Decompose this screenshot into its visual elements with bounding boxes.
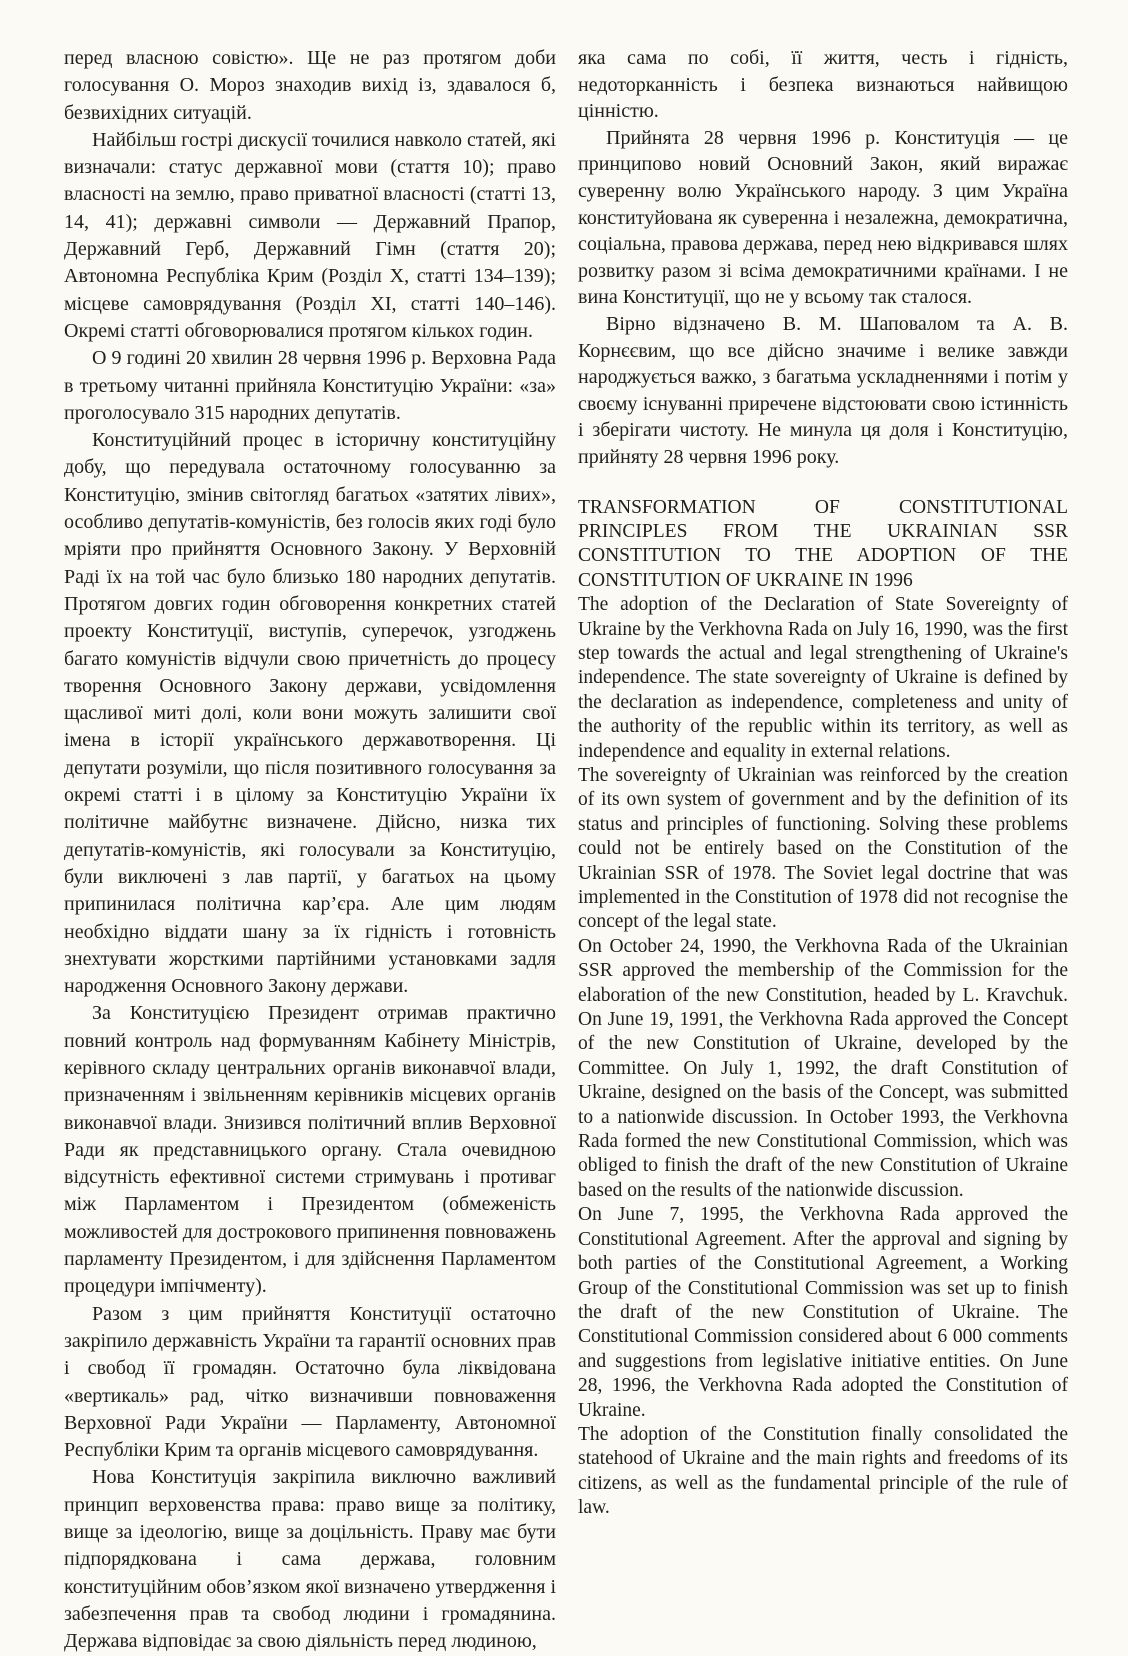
paragraph-ua-continuation: яка сама по собі, її життя, честь і гідність, недоторканність і безпека визнаються найвищою цінністю.: [578, 47, 1068, 123]
paragraph-ua: Конституційний процес в історичну конституційну добу, що передувала остаточному голосуванню за Конституцію, змінив світогляд багатьох «затятих лівих», особливо депутатів-комуністів, без голосів яких годі було мріяти про прийняття Основного Закону. У Верховній Раді їх на той час було близько 180 народних депутатів. Протягом довгих годин обговорення конкретних статей проекту Конституції, виступів, суперечок, узгоджень багато комуністів відчули свою причетність до процесу творення Основного Закону держави, усвідомлення щасливої миті долі, коли вони можуть залишити свої імена в історії українського державотворення. Ці депутати розуміли, що після позитивного голосування за окремі статті і в цілому за Конституцію України їх політичне майбутнє визначене. Дійсно, низка тих депутатів-комуністів, які голосували за Конституцію, були виключені з лав партії, у багатьох на цьому припинилася політична кар’єра. Але цим людям необхідно віддати шану за їх гідність і готовність знехтувати жорсткими партійними установками задля народження Основного Закону держави.: [64, 429, 556, 998]
paragraph-en: The adoption of the Declaration of State Sovereignty of Ukraine by the Verkhovna Rada on July 16, 1990, was the first step towards the actual and legal strengthening of Ukraine's independence. The state sovereignty of Ukraine is defined by the declaration as independence, completeness and unity of the authority of the republic within its territory, as well as independence and equality in external relations.: [578, 594, 1068, 762]
paragraph-en: The sovereignty of Ukrainian was reinforced by the creation of its own system of government and by the definition of its status and principles of functioning. Solving these problems could not be entirely based on the Constitution of the Ukrainian SSR of 1978. The Soviet legal doctrine that was implemented in the Constitution of 1978 did not recognise the concept of the legal state.: [578, 764, 1068, 933]
paragraph-ua: За Конституцією Президент отримав практично повний контроль над формуванням Кабінету Міністрів, керівного складу центральних органів виконавчої влади, призначенням і звільненням керівників місцевих органів виконавчої влади. Знизився політичний вплив Верховної Ради як представницького органу. Стала очевидною відсутність ефективної системи стримувань і противаг між Парламентом і Президентом (обмеженість можливостей для дострокового припинення повноважень парламенту Президентом, і для здійснення Парламентом процедури імпічменту).: [64, 1002, 556, 1298]
paragraph-ua: Найбільш гострі дискусії точилися навколо статей, які визначали: статус державної мови (стаття 10); право власності на землю, право приватної власності (статті 13, 14, 41); державні символи — Державний Прапор, Державний Герб, Державний Гімн (стаття 20); Автономна Республіка Крим (Розділ X, статті 134–139); місцеве самоврядування (Розділ XI, статті 140–146). Окремі статті обговорювалися протягом кількох годин.: [64, 128, 556, 342]
left-column: [64, 45, 556, 1653]
paragraph-ua: Прийнята 28 червня 1996 р. Конституція — це принципово новий Основний Закон, який виражає суверенну волю Українського народу. З цим Україна конституйована як суверенна і незалежна, демократична, соціальна, правова держава, перед нею відкривався шлях розвитку разом зі всіма демократичними країнами. І не вина Конституції, що не у всьому так сталося.: [578, 126, 1068, 309]
section-heading: TRANSFORMATION OF CONSTITUTIONAL PRINCIPLES FROM THE UKRAINIAN SSR CONSTITUTION TO THE ADOPTION OF THE CONSTITUTION OF UKRAINE IN 1996: [578, 496, 1068, 591]
paragraph-en: On June 7, 1995, the Verkhovna Rada approved the Constitutional Agreement. After the approval and signing by both parties of the Constitutional Agreement, a Working Group of the Constitutional Commission was set up to finish the draft of the new Constitution of Ukraine. The Constitutional Commission considered about 6 000 comments and suggestions from legislative initiative entities. On June 28, 1996, the Verkhovna Rada adopted the Constitution of Ukraine.: [578, 1204, 1068, 1421]
paragraph-ua: Разом з цим прийняття Конституції остаточно закріпило державність України та гарантії основних прав і свобод її громадян. Остаточно була ліквідована «вертикаль» рад, чітко визначивши повноваження Верховної Ради України — Парламенту, Автономної Республіки Крим та органів місцевого самоврядування.: [64, 1302, 556, 1462]
right-column: [578, 45, 1068, 1558]
paragraph-ua: Нова Конституція закріпила виключно важливий принцип верховенства права: право вище за політику, вище за ідеологію, вище за доцільність. Праву має бути підпорядкована і сама держава, головним конституційним обов’язком якої визначено утвердження і забезпечення прав та свобод людини і громадянина. Держава відповідає за свою діяльність перед людиною,: [64, 1466, 556, 1653]
paragraph-ua: О 9 годині 20 хвилин 28 червня 1996 р. Верховна Рада в третьому читанні прийняла Конституцію України: «за» проголосувало 315 народних депутатів.: [64, 347, 556, 424]
paragraph-ua-continuation: перед власною совістю». Ще не раз протягом доби голосування О. Мороз знаходив вихід із, здавалося б, безвихідних ситуацій.: [64, 47, 556, 124]
paragraph-ua: Вірно відзначено В. М. Шаповалом та А. В. Корнєєвим, що все дійсно значиме і велике завжди народжується важко, з багатьма ускладненнями і потім у своєму існуванні приречене відстоювати свою істинність і зберігати чистоту. Не минула ця доля і Конституцію, прийняту 28 червня 1996 року.: [578, 312, 1068, 468]
paragraph-en: On October 24, 1990, the Verkhovna Rada of the Ukrainian SSR approved the membership of the Commission for the elaboration of the new Constitution, headed by L. Kravchuk. On June 19, 1991, the Verkhovna Rada approved the Concept of the new Constitution of Ukraine, developed by the Committee. On July 1, 1992, the draft Constitution of Ukraine, designed on the basis of the Concept, was submitted to a nationwide discussion. In October 1993, the Verkhovna Rada formed the new Constitutional Commission, which was obliged to finish the draft of the new Constitution of Ukraine based on the results of the nationwide discussion.: [578, 935, 1068, 1201]
paragraph-en: The adoption of the Constitution finally consolidated the statehood of Ukraine and the main rights and freedoms of its citizens, as well as the fundamental principle of the rule of law.: [578, 1423, 1068, 1519]
